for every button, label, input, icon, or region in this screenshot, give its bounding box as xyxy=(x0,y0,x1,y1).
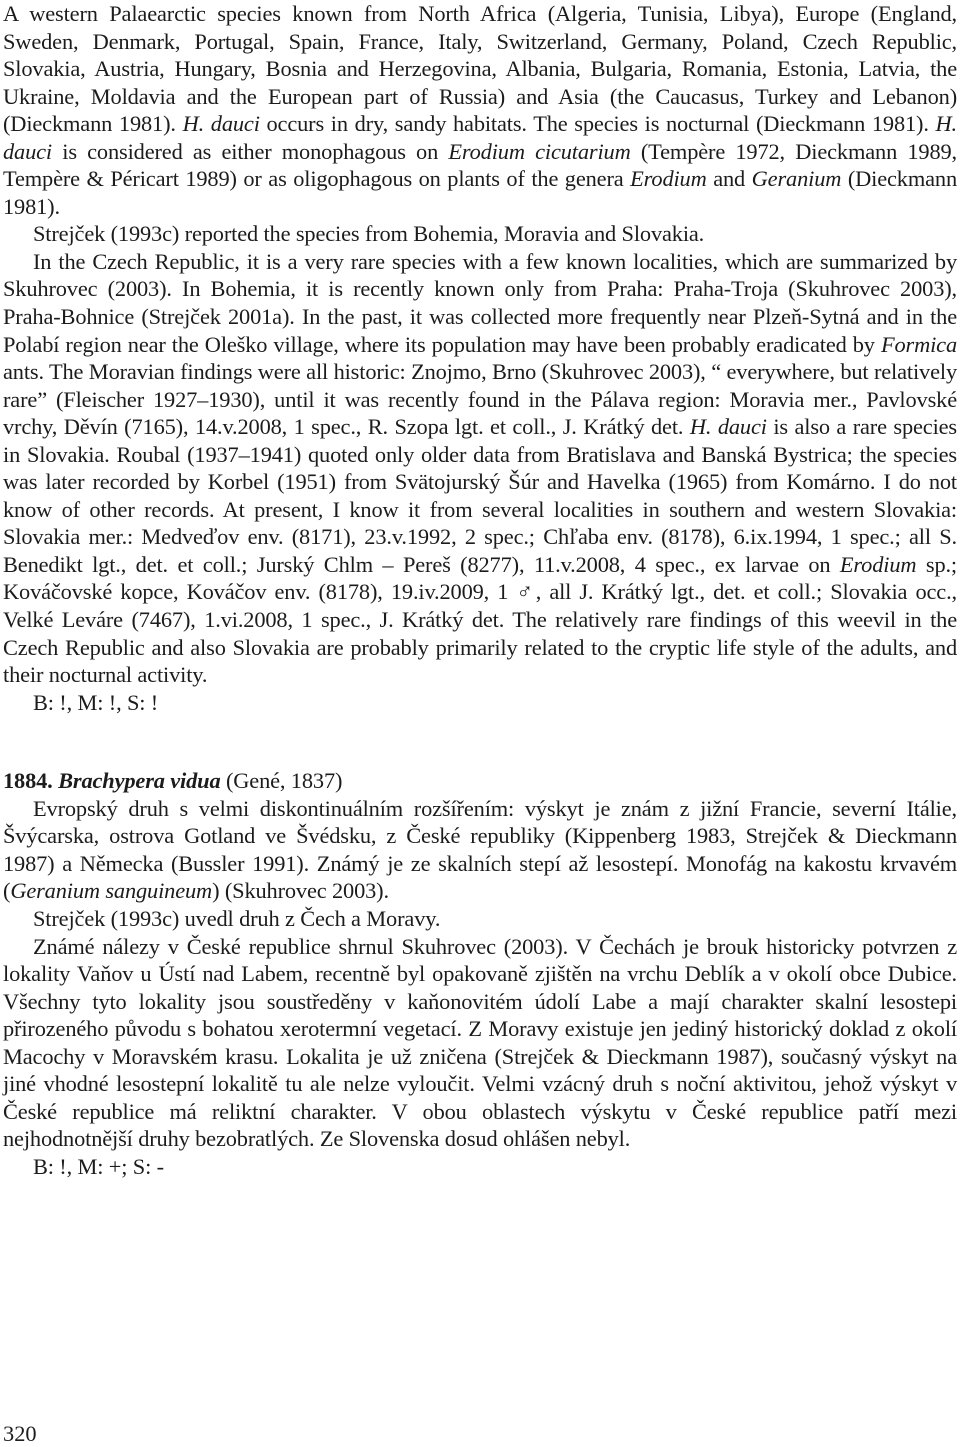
text-run: Evropský druh s velmi diskontinuálním rozšířením: výskyt je znám z jižní Francie, severní Itálie, Švýcarska, ostrova Gotland ve Švédsku, z České republiky (Kippenberg 1983, Strejček & Dieckmann 1987) a Německa (Bussler 1991). Známý je ze skalních stepí až lesostepí. Monofág na kakostu krvavém ( xyxy=(3,795,957,904)
text-run: B: !, M: +; S: - xyxy=(33,1153,164,1179)
species-author: (Gené, 1837) xyxy=(225,768,343,794)
italic-text: H. dauci xyxy=(3,111,957,164)
text-run: Strejček (1993c) reported the species from Bohemia, Moravia and Slovakia. xyxy=(33,221,705,247)
text-run: Známé nálezy v České republice shrnul Skuhrovec (2003). V Čechách je brouk historicky potvrzen z lokality Vaňov u Ústí nad Labem, recentně byl opakovaně zjištěn na vrchu Deblík a v okolí obce Dubice. Všechny tyto lokality jsou soustředěny v kaňonovitém údolí Labe a mají charakter skalní lesostepi přirozeného původu s bohatou xerotermní vegetací. Z Moravy existuje jen jediný historický doklad z okolí Macochy v Moravském krasu. Lokalita je už zničena (Strejček & Dieckmann 1987), současný výskyt na jiné vhodné lesostepní lokalitě tu ale nelze vyloučit. Velmi vzácný druh s noční aktivitou, jehož výskyt v České republice má reliktní charakter. V obou oblastech výskytu v České republice patří mezi nejhodnotnější druhy bezobratlých. Ze Slovenska dosud ohlášen nebyl. xyxy=(3,933,957,1152)
italic-text: Geranium sanguineum xyxy=(10,878,213,904)
text-run: occurs in dry, sandy habitats. The species is nocturnal (Dieckmann 1981). xyxy=(259,111,936,137)
species-heading xyxy=(3,767,957,795)
italic-text: Erodium xyxy=(630,166,707,192)
paragraph xyxy=(3,933,957,1153)
italic-text: Erodium xyxy=(839,551,917,577)
italic-text: Erodium cicutarium xyxy=(448,138,631,164)
english-section xyxy=(3,0,957,716)
species-name: Brachypera vidua xyxy=(58,768,221,794)
species-number: 1884. xyxy=(3,768,53,794)
text-run: is considered as either monophagous on xyxy=(52,138,449,164)
italic-text: Geranium xyxy=(751,166,842,192)
paragraph xyxy=(3,220,957,248)
paragraph xyxy=(3,905,957,933)
text-run: sp.; Kováčovské kopce, Kováčov env. (8178), 19.iv.2009, 1 ♂, all J. Krátký lgt., det. et coll.; Slovakia occ., Velké Leváre (7467), 1.vi.2008, 1 spec., J. Krátký det. The relatively rare findings of this weevil in the Czech Republic and also Slovakia are probably primarily related to the cryptic life style of the adults, and their nocturnal activity. xyxy=(3,551,958,688)
text-run: (Tempère 1972, Dieckmann 1989, Tempère & Péricart 1989) or as oligophagous on plants of the genera xyxy=(3,138,957,192)
text-run: ) (Skuhrovec 2003). xyxy=(212,878,389,904)
text-run: Strejček (1993c) uvedl druh z Čech a Moravy. xyxy=(33,905,441,931)
czech-section xyxy=(3,795,957,1181)
text-run: B: !, M: !, S: ! xyxy=(33,689,159,715)
paragraph xyxy=(3,0,957,220)
paragraph xyxy=(3,689,957,717)
text-run: In the Czech Republic, it is a very rare species with a few known localities, which are summarized by Skuhrovec (2003). In Bohemia, it is recently known only from Praha: Praha-Troja (Skuhrovec 2003), Praha-Bohnice (Strejček 2001a). In the past, it was collected more frequently near Plzeň-Sytná and in the Polabí region near the Oleško village, where its population may have been probably eradicated by xyxy=(3,248,957,357)
text-run: and xyxy=(706,166,752,192)
text-run: is also a rare species in Slovakia. Roubal (1937–1941) quoted only older data from Bratislava and Banská Bystrica; the species was later recorded by Korbel (1951) from Svätojurský Šúr and Havelka (1965) from Komárno. I do not know of other records. At present, I know it from several localities in southern and western Slovakia: Slovakia mer.: Medveďov env. (8171), 23.v.1992, 2 spec.; Chľaba env. (8178), 6.ix.1994, 1 spec.; all S. Benedikt lgt., det. et coll.; Jurský Chlm – Pereš (8277), 11.v.2008, 4 spec., ex larvae on xyxy=(3,414,957,577)
text-run: A western Palaearctic species known from North Africa (Algeria, Tunisia, Libya), Europe (England, Sweden, Denmark, Portugal, Spain, France, Italy, Switzerland, Germany, Poland, Czech Republic, Slovakia, Austria, Hungary, Bosnia and Herzegovina, Albania, Bulgaria, Romania, Estonia, Latvia, the Ukraine, Moldavia and the European part of Russia) and Asia (the Caucasus, Turkey and Lebanon) (Dieckmann 1981). xyxy=(3,1,957,137)
paragraph xyxy=(3,1153,957,1181)
text-run: ants. The Moravian findings were all historic: Znojmo, Brno (Skuhrovec 2003), “ everywhere, but relatively rare” (Fleischer 1927–1930), until it was recently found in the Pálava region: Moravia mer., Pavlovské vrchy, Děvín (7165), 14.v.2008, 1 spec., R. Szopa lgt. et coll., J. Krátký det. xyxy=(3,359,957,440)
italic-text: H. dauci xyxy=(689,414,767,440)
italic-text: H. dauci xyxy=(182,111,260,137)
page-content xyxy=(3,0,957,1180)
paragraph xyxy=(3,795,957,905)
text-run: (Dieckmann 1981). xyxy=(3,166,957,219)
paragraph xyxy=(3,248,957,689)
page-number: 320 xyxy=(3,1421,37,1446)
italic-text: Formica xyxy=(880,331,957,357)
